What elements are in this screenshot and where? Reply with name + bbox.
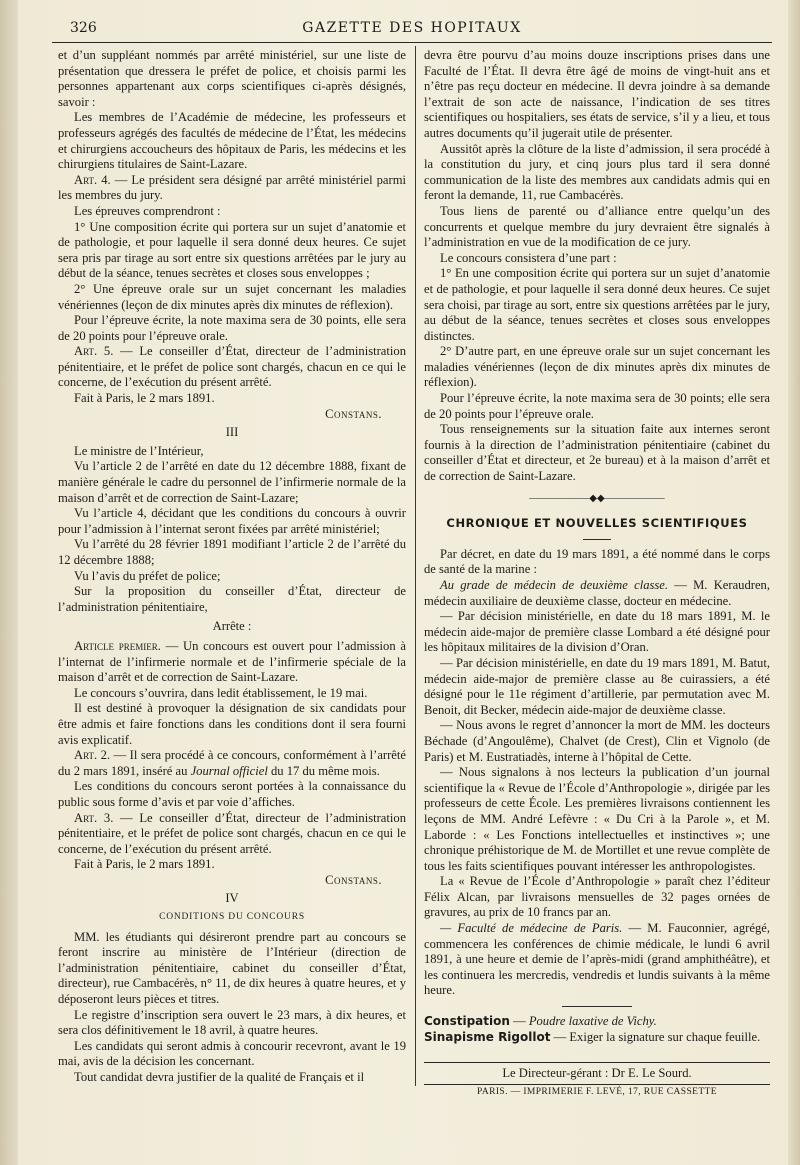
paragraph: Les candidats qui seront admis à concourir recevront, avant le 19 mai, avis de la décision les concernant. xyxy=(58,1038,406,1069)
printer-line: PARIS. — IMPRIMERIE F. LEVÉ, 17, RUE CASSETTE xyxy=(424,1084,770,1097)
director-line: Le Directeur-gérant : Dr E. Le Sourd. xyxy=(424,1062,770,1081)
paragraph xyxy=(58,639,406,686)
paragraph: Pour l’épreuve écrite, la note maxima sera de 30 points; elle sera de 20 points pour l’épreuve orale. xyxy=(424,391,770,421)
paragraph: Le registre d’inscription sera ouvert le 23 mars, à dix heures, et sera clos définitivement le 18 avril, à quatre heures. xyxy=(58,1007,406,1038)
paragraph: Vu l’avis du préfet de police; xyxy=(74,568,221,583)
paragraph: Le concours consistera d’une part : xyxy=(440,250,617,265)
column-divider xyxy=(415,46,416,1086)
left-column xyxy=(58,48,406,1086)
paragraph: Vu l’article 4, décidant que les conditions du concours à ouvrir pour l’admission à l’internat seront fixées par arrêté ministériel; xyxy=(58,506,406,536)
paragraph: 1° En une composition écrite qui portera sur un sujet d’anatomie et de pathologie, et pour laquelle il sera donné deux heures. Ce sujet sera choisi, par tirage au sort, entre six questions arrêtées par le jury, au début de la séance, tenues secrètes et closes sous enveloppes distinctes. xyxy=(424,266,770,343)
paragraph: Vu l’article 2 de l’arrêté en date du 12 décembre 1888, fixant de manière générale le cadre du personnel de l’infirmerie normale de la maison d’arrêt et de correction de Saint-Lazare; xyxy=(58,459,406,505)
paragraph: Tous renseignements sur la situation faite aux internes seront fournis à la direction de l’administration pénitentiaire (cabinet du conseiller d’État et directeur, et 2e bureau) et à la maison d’arrêt et de correction de Saint-Lazare. xyxy=(424,422,770,484)
article-label: Art. 2. xyxy=(74,748,111,763)
decree-heading: Arrête : xyxy=(212,619,252,634)
ornament-divider: ——————◆◆—————— xyxy=(529,492,665,504)
paragraph: 1° Une composition écrite qui portera sur un sujet d’anatomie et de pathologie, et pour laquelle il sera donné deux heures. Ce sujet sera pris par tirage au sort entre six questions arrêtées par le jury au début de la séance, tenues secrètes et closes sous enveloppes ; xyxy=(58,219,406,281)
page-edge-left xyxy=(0,0,18,1165)
news-text: — M. Fauconnier, agrégé, commencera les conférences de chimie médicale, le lundi 6 avril 1891, à une heure et demie de l’après-midi (grand amphithéâtre), et les continuera les mercredis, vendredis et lundis suivants à la même heure. xyxy=(424,921,770,998)
section-heading: IV xyxy=(225,891,239,906)
journal-title: Journal officiel xyxy=(190,763,268,778)
paragraph: Les conditions du concours seront portées à la connaissance du public sous forme d’avis et par voie d’affiches. xyxy=(58,779,406,809)
article-text: — Le conseiller d’État, directeur de l’administration pénitentiaire, et le préfet de police sont chargés, chacun en ce qui le concerne, de l’exécution du présent arrêté. xyxy=(58,344,406,390)
article-text: — Il sera procédé à ce concours, conformément à l’arrêté du 2 mars 1891, inséré au xyxy=(58,748,406,778)
ad-text: — xyxy=(509,1014,529,1029)
paragraph: Fait à Paris, le 2 mars 1891. xyxy=(74,857,215,872)
ad-text: — Exiger la signature sur chaque feuille. xyxy=(550,1029,761,1044)
article-label: Article premier. xyxy=(74,638,161,653)
grade-label: Au grade de médecin de deuxième classe. xyxy=(440,578,669,592)
paragraph: — Nous signalons à nos lecteurs la publication d’un journal scientifique la « Revue de l’École d’Anthropologie », dirigée par les professeurs de cette École. Les premières livraisons contiennent les leçons de MM. André Lefèvre : « Du Cri à la Parole », et M. Laborde : « Les Fonctions intellectuelles et instinctives »; une chronique préhistorique de M. de Mortillet et une revue complète de tous les faits scientifiques pouvant intéresser les anthropologistes. xyxy=(424,765,770,873)
paragraph: — Par décision ministérielle, en date du 19 mars 1891, M. Batut, médecin aide-major de première classe au 8e cuirassiers, a été désigné pour le 11e régiment d’artillerie, par permutation avec M. Benoit, dit Becker, médecin aide-major de deuxième classe. xyxy=(424,655,770,717)
ad-product: Constipation xyxy=(424,1014,510,1029)
paragraph: MM. les étudiants qui désireront prendre part au concours se feront inscrire au ministère de l’Intérieur (direction de l’administration pénitentiaire, cabinet du conseiller d’État, directeur), rue Cambacérès, n° 11, de dix heures à quatre heures, et y déposeront leurs pièces et titres. xyxy=(58,929,406,1007)
paragraph: 2° D’autre part, en une épreuve orale sur un sujet concernant les maladies vénériennes (leçon de dix minutes après dix minutes de réflexion). xyxy=(424,344,770,390)
page-header xyxy=(52,18,772,43)
paragraph: Fait à Paris, le 2 mars 1891. xyxy=(74,391,215,406)
faculty-label: — Faculté de médecine de Paris. xyxy=(440,921,623,936)
paragraph: Tout candidat devra justifier de la qualité de Français et il xyxy=(74,1070,365,1084)
paragraph: Les membres de l’Académie de médecine, les professeurs et professeurs agrégés des facultés de médecine de l’État, les médecins et chirurgiens accoucheurs des hôpitaux de Paris, les médecins et les chirurgiens titulaires de Saint-Lazare. xyxy=(58,110,406,172)
paragraph xyxy=(58,811,406,858)
paragraph: devra être pourvu d’au moins douze inscriptions prises dans une Faculté de l’État. Il devra être âgé de moins de vingt-huit ans et n’être pas reçu docteur en médecine. Il devra joindre à sa demande l’extrait de son acte de naissance, l’indication de ses titres scientifiques ou hospitaliers, ses états de service, s’il y a lieu, et tous autres documents qu’il jugerait utile de présenter. xyxy=(424,48,770,140)
news-text: — M. Keraudren, médecin auxiliaire de deuxième classe, docteur en médecine. xyxy=(424,578,770,608)
chronicle-heading: CHRONIQUE ET NOUVELLES SCIENTIFIQUES xyxy=(446,516,748,531)
paragraph: Tous liens de parenté ou d’alliance entre quelqu’un des concurrents et quelque membre du jury devraient être signalés à l’administration en vue de la modification de ce jury. xyxy=(424,203,770,250)
paragraph: Pour l’épreuve écrite, la note maxima sera de 30 points, elle sera de 20 points pour l’épreuve orale. xyxy=(58,313,406,343)
paragraph: Le concours s’ouvrira, dans ledit établissement, le 19 mai. xyxy=(74,685,368,700)
ad-text: Poudre laxative de Vichy. xyxy=(528,1014,657,1029)
paragraph: — Nous avons le regret d’annoncer la mort de MM. les docteurs Béchade (d’Angoulême), Chalvet (de Crest), Clin et Vignolo (de Paris) et M. Eustratiadès, interne à l’hôpital de Cette. xyxy=(424,718,770,764)
article-text: du 17 du même mois. xyxy=(267,763,380,778)
page-number: 326 xyxy=(70,20,97,36)
paragraph: La « Revue de l’École d’Anthropologie » paraît chez l’éditeur Félix Alcan, par livraisons mensuelles de 32 pages ornées de gravures, au prix de 10 francs par an. xyxy=(424,874,770,920)
signature: Constans. xyxy=(325,872,382,887)
paragraph: Vu l’arrêté du 28 février 1891 modifiant l’article 2 de l’arrêté du 12 décembre 1888; xyxy=(58,537,406,567)
advertisement xyxy=(424,1030,770,1046)
signature: Constans. xyxy=(325,406,382,421)
paragraph: Il est destiné à provoquer la désignation de six candidats pour être admis et faire fonctions dans les conditions dont il sera fourni avis explicatif. xyxy=(58,701,406,747)
paragraph: 2° Une épreuve orale sur un sujet concernant les maladies vénériennes (leçon de dix minutes après dix minutes de réflexion). xyxy=(58,281,406,312)
paragraph xyxy=(58,344,406,391)
paragraph: Sur la proposition du conseiller d’État, directeur de l’administration pénitentiaire, xyxy=(58,584,406,614)
article-text: — Le conseiller d’État, directeur de l’administration pénitentiaire, et le préfet de police sont chargés, chacun en ce qui le concerne, de l’exécution du présent arrêté. xyxy=(58,810,406,856)
paragraph: Le ministre de l’Intérieur, xyxy=(74,443,204,458)
article-label: Art. 5. xyxy=(74,344,114,359)
paragraph: Aussitôt après la clôture de la liste d’admission, il sera procédé à la constitution du jury, et cinq jours plus tard il sera donné communication de la liste des membres aux candidats admis qui en feront la demande, 11, rue Cambacérès. xyxy=(424,141,770,203)
paragraph xyxy=(58,173,406,204)
advertisement xyxy=(424,1014,770,1030)
page-footer xyxy=(424,1062,770,1097)
running-title: GAZETTE DES HOPITAUX xyxy=(302,20,522,36)
paragraph: — Par décision ministérielle, en date du 18 mars 1891, M. le médecin aide-major de première classe Lombard a été désigné pour les hôpitaux militaires de la division d’Oran. xyxy=(424,609,770,655)
paragraph: Les épreuves comprendront : xyxy=(74,203,221,218)
short-rule xyxy=(583,539,611,540)
paragraph: et d’un suppléant nommés par arrêté ministériel, sur une liste de présentation que dressera le préfet de police, et choisis parmi les personnes appartenant aux corps scientifiques ci-après désignés, savoir : xyxy=(58,48,406,109)
article-label: Art. 3. xyxy=(74,810,114,825)
article-text: — Le président sera désigné par arrêté ministériel parmi les membres du jury. xyxy=(58,172,406,203)
page-edge-right xyxy=(788,0,800,1165)
paragraph xyxy=(424,921,770,999)
paragraph: Par décret, en date du 19 mars 1891, a été nommé dans le corps de santé de la marine : xyxy=(424,546,770,577)
right-column xyxy=(424,48,770,1045)
section-subheading: CONDITIONS DU CONCOURS xyxy=(159,912,305,923)
article-text: — Un concours est ouvert pour l’admission à l’internat de l’infirmerie normale et de l’infirmerie spéciale de la maison d’arrêt et de correction de Saint-Lazare. xyxy=(58,638,406,685)
ad-product: Sinapisme Rigollot xyxy=(424,1029,551,1044)
article-label: Art. 4. xyxy=(74,172,111,187)
paragraph xyxy=(424,578,770,609)
short-rule xyxy=(562,1006,632,1007)
section-heading: III xyxy=(225,425,239,440)
paragraph xyxy=(58,748,406,779)
